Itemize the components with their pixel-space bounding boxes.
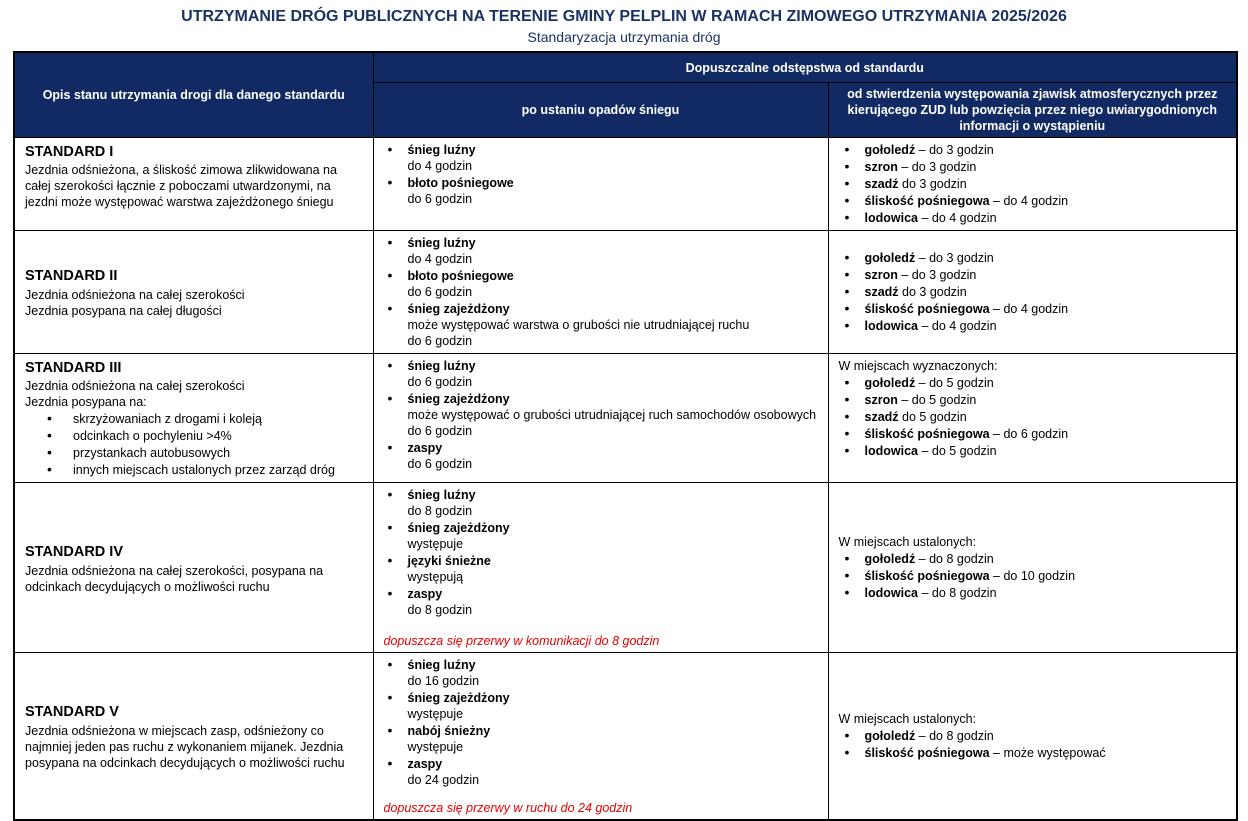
weather-deviation-item	[837, 267, 1229, 283]
weather-duration: – do 8 godzin	[915, 552, 994, 567]
weather-deviation-item	[837, 745, 1229, 761]
table-row	[14, 353, 1237, 483]
standard-description-cell	[14, 137, 373, 230]
weather-deviation-item	[837, 210, 1229, 226]
weather-deviation-item	[837, 426, 1229, 442]
snow-deviation-item	[380, 391, 820, 439]
snow-deviation-item	[380, 175, 820, 207]
weather-deviation-item	[837, 193, 1229, 209]
deviation-detail: do 6 godzin	[407, 284, 473, 299]
weather-duration: – do 4 godzin	[917, 210, 997, 225]
column-header-deviations-group: Dopuszczalne odstępstwa od standardu	[373, 52, 1237, 82]
deviation-term: • śnieg zajeżdżony	[407, 521, 510, 536]
weather-term: szadź	[864, 284, 899, 299]
weather-term: lodowica	[864, 318, 918, 333]
weather-deviation-item	[837, 585, 1229, 601]
standard-description-cell	[14, 230, 373, 353]
weather-duration: – do 5 godzin	[917, 443, 997, 458]
snow-deviations-cell	[373, 653, 828, 820]
description-bullet-item: • innych miejscach ustalonych przez zarząd dróg	[23, 462, 365, 478]
locations-intro: W miejscach wyznaczonych:	[838, 358, 998, 373]
standard-name: STANDARD I	[25, 143, 114, 160]
standard-description-cell	[14, 653, 373, 820]
weather-term: gołoledź	[864, 250, 916, 265]
table-header	[14, 52, 1237, 137]
weather-term: śliskość pośniegowa	[864, 426, 990, 441]
weather-duration: – do 4 godzin	[917, 318, 997, 333]
description-bullet-list	[23, 411, 365, 478]
snow-deviation-item	[380, 487, 820, 519]
deviation-detail: może występować warstwa o grubości nie utrudniającej ruchu	[407, 317, 750, 332]
weather-deviation-item	[837, 301, 1229, 317]
snow-deviation-item	[380, 520, 820, 552]
deviation-term: • śnieg zajeżdżony	[407, 691, 510, 706]
deviation-term: • nabój śnieżny	[407, 724, 491, 739]
weather-term: gołoledź	[864, 375, 916, 390]
locations-intro: W miejscach ustalonych:	[838, 535, 977, 550]
weather-duration: – do 3 godzin	[897, 267, 977, 282]
deviation-detail: do 6 godzin	[407, 191, 473, 206]
snow-deviation-item	[380, 268, 820, 300]
deviation-detail: występują	[407, 570, 464, 585]
deviation-term: • śnieg luźny	[407, 658, 476, 673]
deviation-term: • śnieg luźny	[407, 488, 476, 503]
deviation-term: • języki śnieżne	[407, 554, 491, 569]
snow-deviation-list	[380, 358, 820, 472]
snow-deviation-item	[380, 553, 820, 585]
deviation-term: • śnieg zajeżdżony	[407, 391, 510, 406]
snow-deviation-item	[380, 440, 820, 472]
weather-duration: – do 5 godzin	[897, 392, 977, 407]
weather-duration: – do 6 godzin	[989, 426, 1069, 441]
deviation-detail: występuje	[407, 537, 464, 552]
description-bullet-item: • przystankach autobusowych	[23, 445, 365, 461]
snow-deviation-item	[380, 235, 820, 267]
weather-term: szron	[864, 392, 898, 407]
weather-duration: do 3 godzin	[898, 284, 967, 299]
deviation-detail: do 24 godzin	[407, 773, 480, 788]
deviation-detail: do 8 godzin	[407, 603, 473, 618]
standard-description-line: Jezdnia odśnieżona, a śliskość zimowa zlikwidowana na całej szerokości łącznie z poboczami utwardzonymi, na jezdni może występować warstwa zajeżdżonego śniegu	[25, 163, 337, 210]
deviation-detail: do 6 godzin	[407, 423, 473, 438]
weather-term: szadź	[864, 409, 899, 424]
description-bullet-item: • odcinkach o pochyleniu >4%	[23, 428, 365, 444]
snow-deviation-list	[380, 235, 820, 349]
column-header-weather-phenomena: od stwierdzenia występowania zjawisk atmosferycznych przez kierującego ZUD lub powzięcia przez niego uwiarygodnionych informacji o wystąpieniu	[828, 82, 1237, 137]
weather-deviation-item	[837, 159, 1229, 175]
weather-duration: do 5 godzin	[898, 409, 967, 424]
weather-deviation-item	[837, 568, 1229, 584]
weather-deviation-item	[837, 176, 1229, 192]
table-row	[14, 137, 1237, 230]
weather-deviations-cell	[828, 483, 1237, 653]
deviation-detail: do 4 godzin	[407, 251, 473, 266]
weather-deviation-list	[837, 728, 1229, 761]
weather-deviation-item	[837, 728, 1229, 744]
deviation-detail: do 16 godzin	[407, 674, 480, 689]
snow-deviations-cell	[373, 483, 828, 653]
road-maintenance-standards-table	[13, 51, 1238, 821]
weather-deviation-list	[837, 551, 1229, 601]
weather-deviation-item	[837, 392, 1229, 408]
weather-deviation-list	[837, 250, 1229, 334]
description-bullet-item: • skrzyżowaniach z drogami i koleją	[23, 411, 365, 427]
deviation-term: • błoto pośniegowe	[407, 175, 514, 190]
weather-deviations-cell	[828, 137, 1237, 230]
weather-duration: – do 3 godzin	[915, 142, 994, 157]
deviation-term: • śnieg luźny	[407, 235, 476, 250]
weather-duration: – do 10 godzin	[989, 569, 1076, 584]
deviation-detail: do 4 godzin	[407, 158, 473, 173]
page-title: UTRZYMANIE DRÓG PUBLICZNYCH NA TERENIE GMINY PELPLIN W RAMACH ZIMOWEGO UTRZYMANIA 2025/2026	[181, 8, 1067, 25]
weather-term: śliskość pośniegowa	[864, 301, 990, 316]
weather-duration: – do 4 godzin	[989, 301, 1069, 316]
weather-term: szron	[864, 159, 898, 174]
deviation-term: • śnieg zajeżdżony	[407, 301, 510, 316]
snow-deviation-item	[380, 586, 820, 618]
snow-deviation-item	[380, 657, 820, 689]
weather-deviation-list	[837, 142, 1229, 226]
snow-deviations-cell	[373, 137, 828, 230]
standard-description-line: Jezdnia odśnieżona na całej szerokości, posypana na odcinkach decydujących o możliwości ruchu	[25, 563, 324, 594]
traffic-interruption-note: dopuszcza się przerwy w komunikacji do 8 godzin	[383, 634, 660, 649]
weather-deviation-list	[837, 375, 1229, 459]
deviation-detail: występuje	[407, 707, 464, 722]
weather-deviation-item	[837, 250, 1229, 266]
standard-description-line: Jezdnia posypana na całej długości	[25, 303, 222, 318]
standard-description-line: Jezdnia odśnieżona na całej szerokości	[25, 379, 245, 394]
deviation-detail: do 6 godzin	[407, 456, 473, 471]
weather-term: śliskość pośniegowa	[864, 569, 990, 584]
column-header-description: Opis stanu utrzymania drogi dla danego standardu	[14, 52, 373, 137]
weather-deviation-item	[837, 551, 1229, 567]
snow-deviation-item	[380, 756, 820, 788]
weather-deviations-cell	[828, 653, 1237, 820]
snow-deviation-list	[380, 487, 820, 618]
weather-duration: – do 4 godzin	[989, 193, 1069, 208]
table-row	[14, 483, 1237, 653]
deviation-term: • śnieg luźny	[407, 358, 476, 373]
weather-term: gołoledź	[864, 552, 916, 567]
snow-deviations-cell	[373, 230, 828, 353]
table-row	[14, 230, 1237, 353]
weather-term: szadź	[864, 176, 899, 191]
weather-duration: – do 8 godzin	[917, 586, 997, 601]
weather-deviation-item	[837, 284, 1229, 300]
standard-description-cell	[14, 483, 373, 653]
snow-deviations-cell	[373, 353, 828, 483]
snow-deviation-item	[380, 690, 820, 722]
weather-duration: do 3 godzin	[898, 176, 967, 191]
page-subtitle: Standaryzacja utrzymania dróg	[527, 29, 721, 46]
snow-deviation-item	[380, 723, 820, 755]
snow-deviation-item	[380, 358, 820, 390]
weather-deviations-cell	[828, 230, 1237, 353]
weather-term: szron	[864, 267, 898, 282]
deviation-term: • zaspy	[407, 757, 443, 772]
weather-term: lodowica	[864, 586, 918, 601]
weather-deviation-item	[837, 443, 1229, 459]
table-row	[14, 653, 1237, 820]
weather-deviation-item	[837, 375, 1229, 391]
standard-name: STANDARD V	[25, 704, 119, 721]
standard-description-line: Jezdnia odśnieżona w miejscach zasp, odśnieżony co najmniej jeden pas ruchu z wykonaniem mijanek. Jezdnia posypana na odcinkach decydujących o możliwości ruchu	[25, 723, 345, 770]
weather-term: gołoledź	[864, 729, 916, 744]
weather-term: śliskość pośniegowa	[864, 746, 990, 761]
deviation-detail: może występować o grubości utrudniającej ruch samochodów osobowych	[407, 407, 817, 422]
deviation-term: • śnieg luźny	[407, 142, 476, 157]
standards-table-body	[14, 137, 1237, 820]
weather-term: śliskość pośniegowa	[864, 193, 990, 208]
snow-deviation-list	[380, 657, 820, 788]
standard-description-cell	[14, 353, 373, 483]
weather-deviation-item	[837, 409, 1229, 425]
weather-deviations-cell	[828, 353, 1237, 483]
weather-duration: – do 3 godzin	[915, 250, 994, 265]
deviation-term: • zaspy	[407, 440, 443, 455]
locations-intro: W miejscach ustalonych:	[838, 712, 977, 727]
deviation-detail: do 6 godzin	[407, 374, 473, 389]
deviation-term: • zaspy	[407, 587, 443, 602]
weather-deviation-item	[837, 142, 1229, 158]
snow-deviation-item	[380, 301, 820, 349]
weather-duration: – do 5 godzin	[915, 375, 994, 390]
deviation-detail: do 6 godzin	[407, 333, 473, 348]
standard-description-line: Jezdnia odśnieżona na całej szerokości	[25, 287, 245, 302]
standard-name: STANDARD II	[25, 268, 118, 285]
weather-term: lodowica	[864, 210, 918, 225]
snow-deviation-item	[380, 142, 820, 174]
snow-deviation-list	[380, 142, 820, 207]
deviation-detail: występuje	[407, 740, 464, 755]
weather-duration: – może występować	[989, 746, 1106, 761]
traffic-interruption-note: dopuszcza się przerwy w ruchu do 24 godzin	[383, 800, 633, 815]
column-header-after-snowfall: po ustaniu opadów śniegu	[373, 82, 828, 137]
deviation-detail: do 8 godzin	[407, 504, 473, 519]
weather-term: lodowica	[864, 443, 918, 458]
standard-description-line: Jezdnia posypana na:	[25, 395, 147, 410]
standard-name: STANDARD III	[25, 359, 122, 376]
weather-duration: – do 3 godzin	[897, 159, 977, 174]
deviation-term: • błoto pośniegowe	[407, 268, 514, 283]
weather-deviation-item	[837, 318, 1229, 334]
weather-duration: – do 8 godzin	[915, 729, 994, 744]
standard-name: STANDARD IV	[25, 544, 124, 561]
weather-term: gołoledź	[864, 142, 916, 157]
